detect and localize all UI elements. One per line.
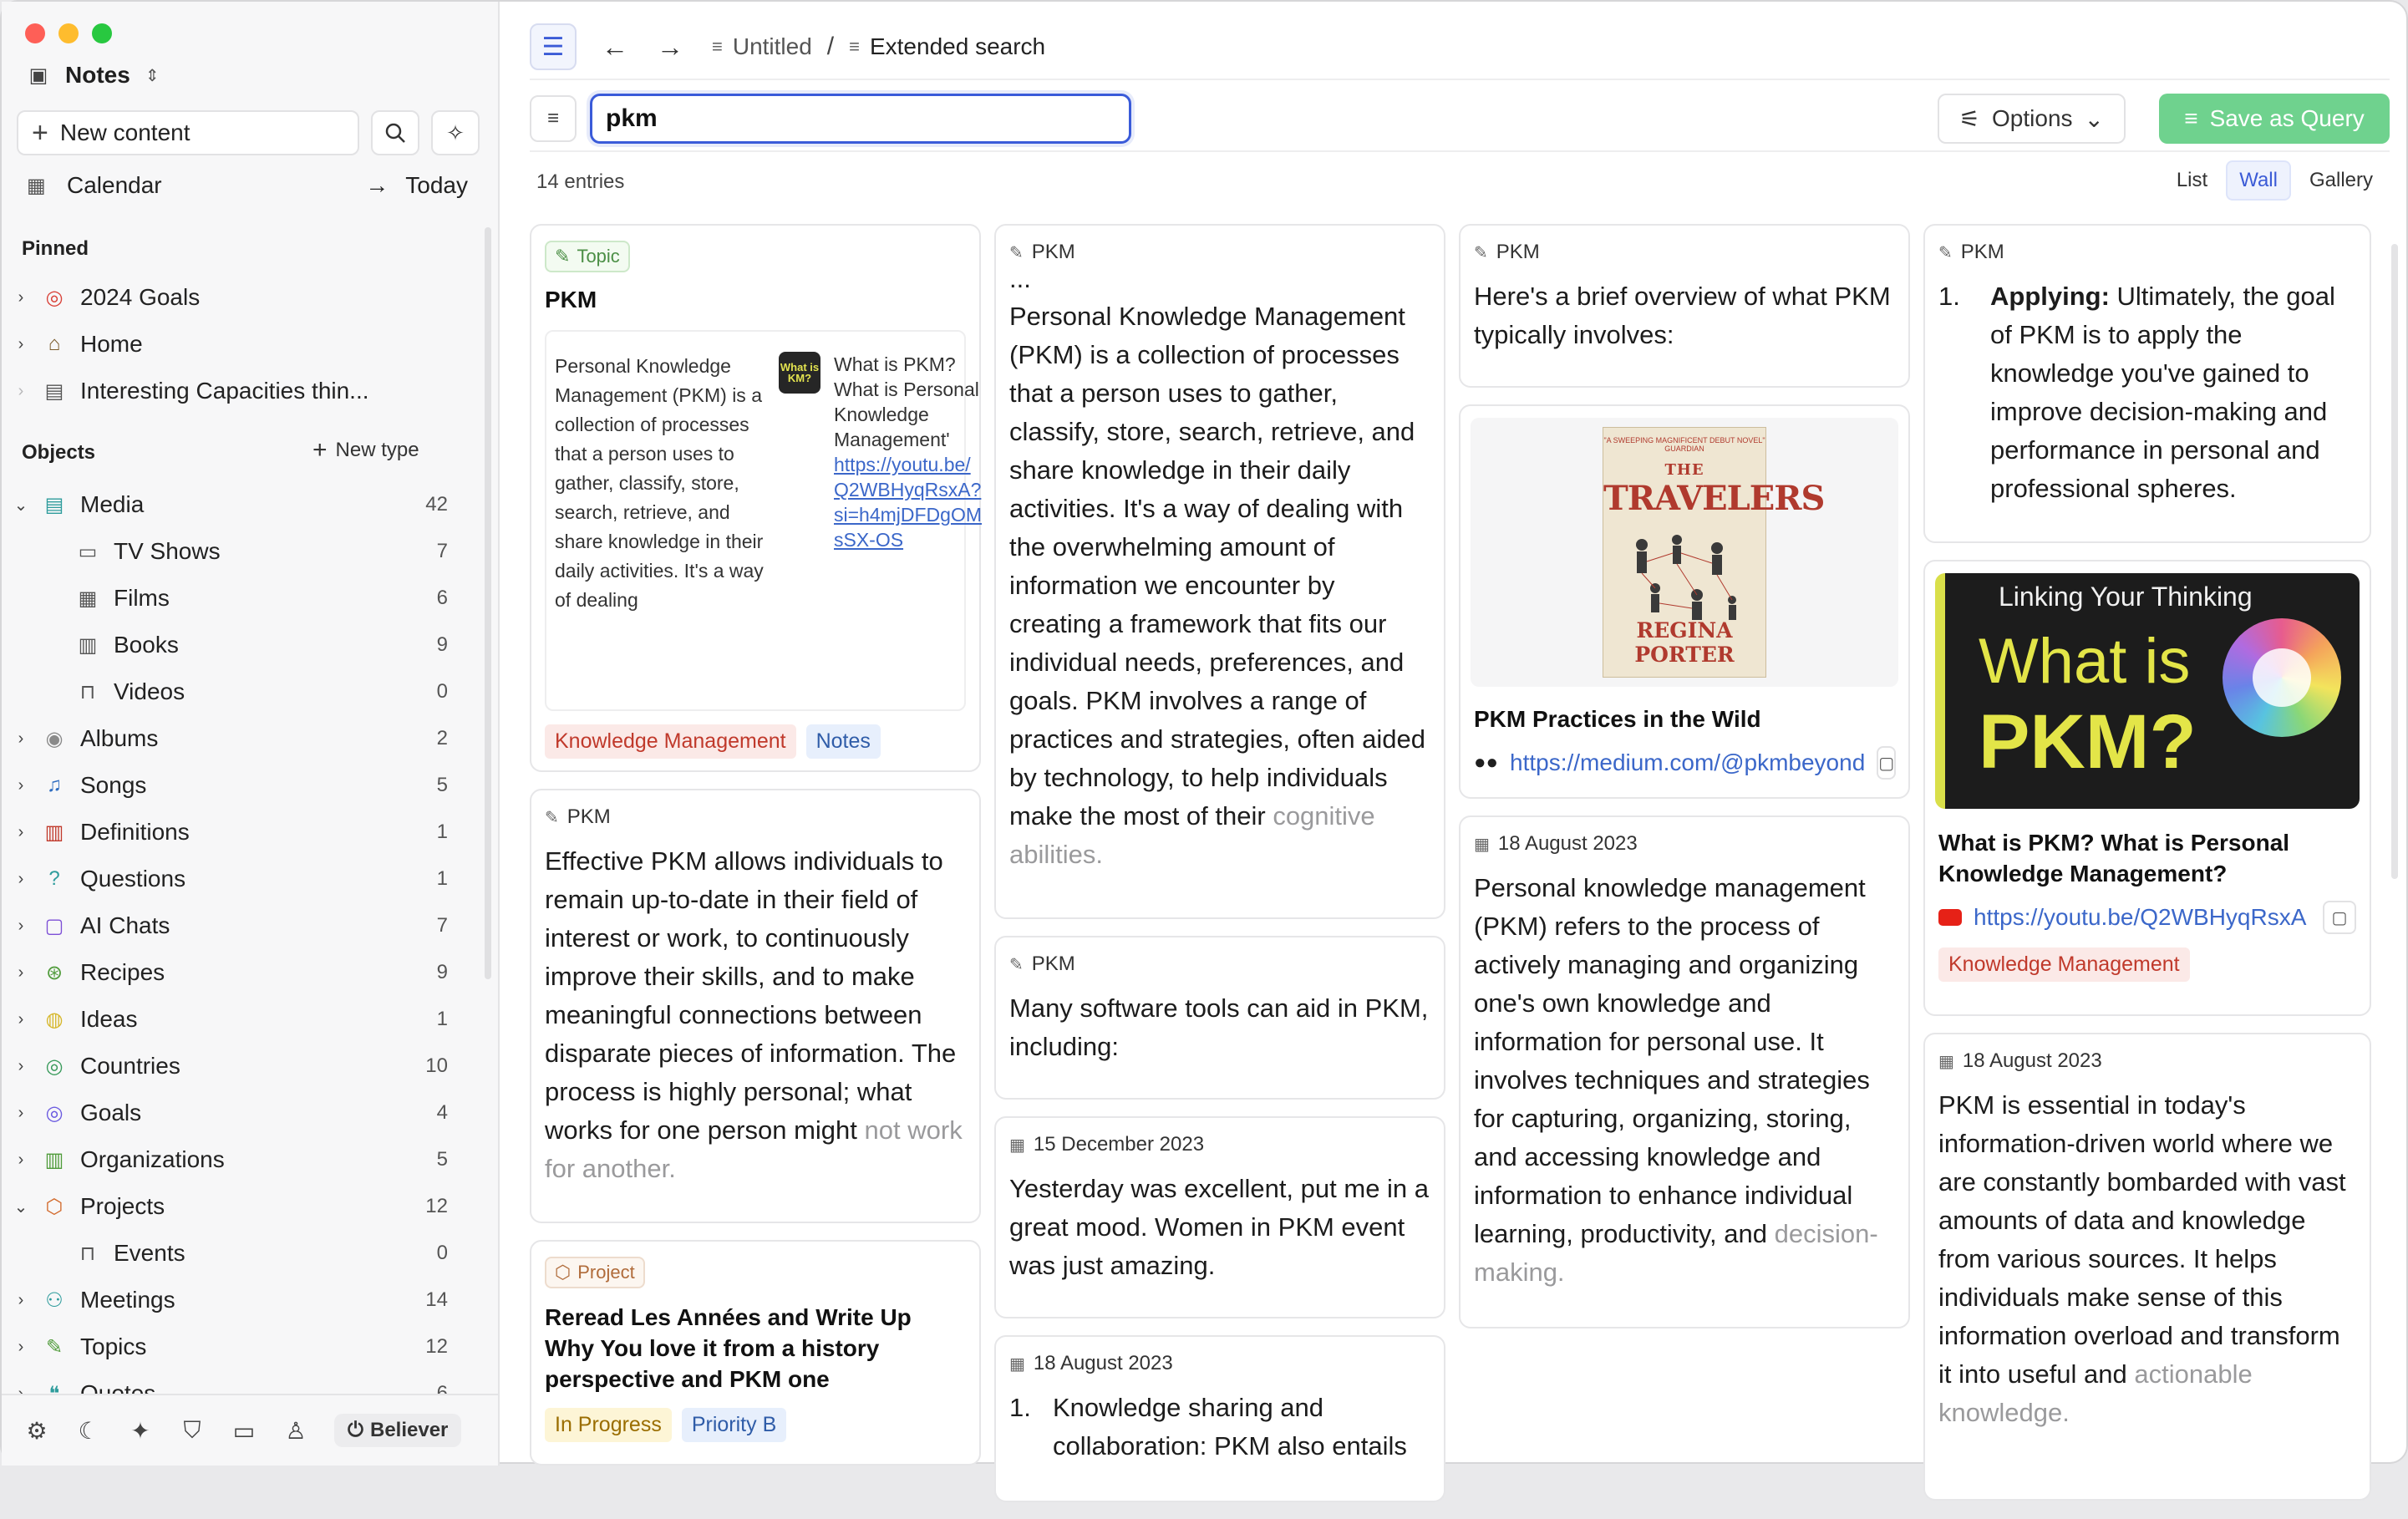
object-type-label: Goals	[80, 1100, 142, 1125]
object-type-count: 9	[436, 961, 448, 983]
clipboard-icon: ▢	[1878, 754, 1895, 773]
window-controls	[25, 23, 112, 43]
calendar-label: Calendar	[67, 172, 162, 198]
calendar-icon: ▦	[1009, 1135, 1025, 1155]
card-title: What is PKM? What is Personal Knowledge Management?	[1938, 830, 2290, 887]
search-bar	[530, 92, 2390, 145]
object-type-item[interactable]	[2, 622, 470, 668]
type-label: Project	[577, 1262, 635, 1283]
tag[interactable]: Knowledge Management	[1938, 947, 2190, 982]
sliders-icon: ⚟	[1958, 105, 1981, 132]
main-scrollbar[interactable]	[2391, 244, 2398, 879]
object-type-count: 9	[436, 633, 448, 656]
pinned-item-label: Home	[80, 331, 143, 357]
breadcrumb-separator: /	[826, 33, 835, 60]
chevron-right-icon[interactable]: ›	[18, 1337, 24, 1356]
chevron-right-icon[interactable]: ›	[18, 381, 24, 400]
notebook-icon: ▣	[28, 64, 48, 87]
video-thumbnail: What is KM?	[779, 352, 820, 394]
entry-card[interactable]	[1923, 1033, 2371, 1501]
entry-card[interactable]	[994, 1335, 1445, 1502]
objects-list	[2, 481, 470, 1417]
target-icon: ◎	[45, 286, 64, 309]
card-title: Reread Les Années and Write Up Why You love it from a history perspective and PKM one	[545, 1304, 912, 1392]
toolbar	[530, 20, 2390, 74]
object-type-label: Books	[114, 632, 179, 658]
chevron-down-icon: ⌄	[2084, 105, 2104, 132]
object-type-label: Films	[114, 585, 170, 611]
card-body-strong: Applying:	[1990, 282, 2110, 311]
edit-icon: ✎	[555, 246, 571, 267]
maximize-window-button[interactable]	[92, 23, 112, 43]
save-as-query-button[interactable]	[2159, 94, 2390, 144]
card-date: 18 August 2023	[1033, 1352, 1173, 1374]
view-tab-gallery[interactable]: Gallery	[2309, 169, 2373, 191]
card-body-text: Personal Knowledge Management (PKM) is a collection of processes that a person uses to gather, classify, store, search, retrieve, and share knowledge in their daily activities. It's a way of dealing with the overwhelming amount of information we encounter by creating a framework that fits our individual needs, preferences, and goals. PKM involves a range of practices and strategies, often aided by technology, to help individuals make the most of their	[1009, 302, 1426, 831]
book-illustration	[1625, 528, 1745, 628]
search-button[interactable]	[371, 110, 419, 155]
object-type-label: Organizations	[80, 1146, 225, 1172]
book-icon: ▥	[78, 633, 98, 657]
chevron-updown-icon: ⇕	[145, 66, 160, 85]
card-body-text: Personal knowledge management (PKM) refers to the process of actively managing and organizing one's own knowledge and information for personal use. It involves techniques and strategies for capturing, organizing, storing, and accessing knowledge and information to enhance individual learning, productivity, and	[1474, 873, 1870, 1248]
chevron-right-icon[interactable]: ›	[18, 1150, 24, 1169]
entry-card[interactable]	[530, 1240, 981, 1466]
list-number: 1.	[1009, 1393, 1031, 1422]
thumbnail-line-2: PKM?	[1979, 699, 2197, 785]
edit-icon: ✎	[545, 808, 559, 827]
card-body	[1938, 1086, 2356, 1432]
power-icon: ⏻	[348, 1419, 363, 1441]
copy-link-button[interactable]	[2323, 901, 2356, 934]
object-type-item[interactable]	[2, 528, 470, 575]
type-badge	[545, 241, 630, 272]
type-row	[1938, 241, 2356, 264]
link-row	[1938, 901, 2356, 934]
medium-icon: ●●	[1474, 751, 1498, 774]
tag-list	[545, 1408, 966, 1442]
date-row	[1938, 1049, 2356, 1073]
card-body-text: Effective PKM allows individuals to remain up-to-date in their field of interest or work, to continuously improve their skills, and to make meaningful connections between disparate pieces of information. The process is highly personal; what works for one person might	[545, 846, 957, 1145]
entry-card[interactable]	[1459, 404, 1910, 799]
object-type-item[interactable]	[2, 1183, 470, 1230]
card-title: PKM Practices in the Wild	[1474, 706, 1761, 732]
wall-column	[1459, 224, 1910, 1345]
people-icon: ⚇	[45, 1288, 64, 1312]
date-row	[1474, 832, 1895, 856]
link-row	[1474, 746, 1895, 780]
view-switcher	[2165, 160, 2385, 201]
edit-icon: ✎	[45, 1335, 64, 1359]
card-body-text: Knowledge sharing and collaboration: PKM also entails	[1053, 1393, 1407, 1461]
pinned-heading: Pinned	[22, 237, 89, 260]
box-icon: ⬡	[555, 1262, 572, 1283]
object-type-label: Events	[114, 1240, 185, 1266]
object-type-item[interactable]	[2, 1230, 470, 1277]
tag-list	[545, 724, 966, 759]
options-label: Options	[1992, 105, 2073, 131]
type-row	[1009, 241, 1430, 264]
object-type-label: Projects	[80, 1193, 165, 1219]
entry-card[interactable]	[530, 789, 981, 1223]
chevron-right-icon[interactable]: ›	[18, 963, 24, 982]
query-icon: ≡	[2184, 105, 2198, 131]
object-type-count: 6	[436, 587, 448, 609]
priority-tag[interactable]: Priority B	[682, 1408, 786, 1442]
type-badge	[545, 1257, 645, 1288]
preview-text: Personal Knowledge Management (PKM) is a collection of processes that a person uses to gather, classify, store, search, retrieve, and share knowledge in their daily activities. It's a way of dealing	[555, 355, 764, 611]
chevron-right-icon[interactable]: ›	[18, 775, 24, 795]
object-type-item[interactable]	[2, 856, 470, 902]
sparkle-icon: ✧	[446, 119, 465, 145]
object-type-item[interactable]	[2, 668, 470, 715]
breadcrumb-label: Extended search	[869, 33, 1046, 59]
object-type-label: AI Chats	[80, 912, 170, 938]
object-type-count: 14	[425, 1288, 448, 1311]
object-type-item[interactable]	[2, 575, 470, 622]
book-cover-title	[1603, 461, 1825, 518]
chevron-right-icon[interactable]: ›	[18, 287, 24, 307]
book-cover-image	[1603, 427, 1825, 678]
video-thumbnail	[1935, 573, 2360, 809]
house-icon: ⌂	[48, 333, 61, 355]
sidebar-scrollbar[interactable]	[485, 227, 491, 979]
object-type-label: TV Shows	[114, 538, 221, 564]
toggle-sidebar-button[interactable]	[530, 23, 577, 70]
forward-arrow-icon[interactable]: →	[657, 31, 683, 62]
card-body	[545, 842, 966, 1188]
card-body-text: PKM is essential in today's information-driven world where we are constantly bombarded with vast amounts of data and knowledge from various sources. It helps individuals make sense of this information overload and transform it into useful and	[1938, 1090, 2346, 1389]
document-icon: ▤	[44, 379, 64, 403]
object-type-label: Questions	[80, 866, 186, 892]
lock-icon: ⊓	[79, 680, 96, 704]
object-type-count: 5	[436, 774, 448, 796]
search-filter-icon: ≡	[546, 107, 559, 130]
clipboard-icon: ▢	[2331, 908, 2348, 927]
object-type-count: 42	[425, 493, 448, 516]
plus-icon: +	[32, 117, 48, 149]
object-type-item[interactable]	[2, 715, 470, 762]
object-type-label: Recipes	[80, 959, 165, 985]
card-link[interactable]: https://medium.com/@pkmbeyond	[1510, 749, 1866, 775]
book-cover-title-text: TRAVELERS	[1603, 479, 1825, 518]
tv-icon: ▭	[78, 540, 98, 563]
media-icon: ▤	[44, 493, 64, 516]
card-link[interactable]: https://youtu.be/Q2WBHyqRsxA	[1974, 904, 2307, 930]
search-list-icon: ≡	[712, 36, 723, 57]
object-type-label: Media	[80, 491, 145, 517]
new-content-label: New content	[59, 119, 191, 145]
tag-list	[1938, 947, 2356, 982]
card-body-content	[1982, 277, 2356, 508]
pinned-item-label: 2024 Goals	[80, 284, 201, 310]
object-type-count: 7	[436, 914, 448, 937]
list-icon: ☰	[541, 33, 565, 61]
search-input[interactable]: pkm	[590, 94, 1131, 144]
date-row	[1009, 1133, 1430, 1156]
pinned-item-label: Interesting Capacities thin...	[80, 378, 369, 404]
entry-card[interactable]	[994, 936, 1445, 1100]
arrow-right-icon: →	[365, 172, 389, 198]
object-type-count: 1	[436, 1008, 448, 1030]
chevron-right-icon[interactable]: ›	[18, 1009, 24, 1029]
goal-icon: ◎	[45, 1101, 64, 1125]
today-label: Today	[405, 172, 468, 198]
filter-button[interactable]	[530, 95, 577, 142]
object-type-count: 4	[436, 1101, 448, 1124]
card-body	[1938, 277, 2356, 508]
type-label: PKM	[1496, 241, 1540, 263]
workspace-name: Notes	[65, 62, 130, 88]
pinned-item[interactable]	[2, 368, 470, 414]
object-type-label: Meetings	[80, 1287, 175, 1313]
embedded-preview	[545, 330, 983, 711]
object-type-item[interactable]	[2, 902, 470, 949]
music-icon: ♫	[47, 774, 62, 796]
wall-column	[994, 224, 1445, 1519]
inbox-icon[interactable]: ▭	[232, 1417, 256, 1444]
card-body	[1009, 297, 1430, 874]
entry-card[interactable]	[1459, 815, 1910, 1328]
workspace-switcher[interactable]	[27, 62, 160, 89]
chevron-right-icon[interactable]: ›	[18, 869, 24, 888]
graduation-cap-icon[interactable]: ⛉	[183, 1416, 201, 1443]
type-label: Topic	[577, 246, 620, 267]
divider	[530, 79, 2390, 80]
book-cover-the: THE	[1664, 461, 1704, 479]
pinned-list	[2, 274, 470, 414]
entry-card[interactable]	[530, 224, 981, 772]
user-badge[interactable]	[334, 1414, 461, 1447]
chevron-right-icon[interactable]: ›	[18, 729, 24, 748]
entry-card[interactable]	[1923, 224, 2371, 543]
close-window-button[interactable]	[25, 23, 45, 43]
today-link[interactable]	[365, 172, 468, 199]
object-type-item[interactable]	[2, 762, 470, 809]
card-body-fade: actionable knowledge.	[1938, 1359, 2253, 1427]
object-type-count: 0	[436, 1242, 448, 1264]
wall-column	[530, 224, 981, 1482]
ai-assist-button[interactable]	[431, 110, 480, 155]
object-type-item[interactable]	[2, 1090, 470, 1136]
user-icon[interactable]: ♙	[285, 1417, 307, 1444]
box-icon: ⬡	[45, 1195, 64, 1218]
wall-column	[1923, 224, 2371, 1517]
object-type-label: Songs	[80, 772, 147, 798]
card-date: 15 December 2023	[1033, 1133, 1205, 1156]
object-type-item[interactable]	[2, 1323, 470, 1370]
thumbnail-line-1: What is	[1979, 626, 2191, 697]
card-date: 18 August 2023	[1962, 1049, 2102, 1072]
breadcrumb-untitled[interactable]	[712, 33, 812, 60]
card-body: Many software tools can aid in PKM, including:	[1009, 993, 1429, 1061]
edit-icon: ✎	[1474, 243, 1488, 262]
entry-card[interactable]	[1459, 224, 1910, 388]
calendar-icon: ▦	[27, 174, 46, 197]
book-cover-area	[1471, 418, 1898, 687]
plus-icon: +	[312, 436, 328, 464]
breadcrumb-extended-search[interactable]	[849, 33, 1045, 60]
color-wheel-graphic	[2223, 618, 2341, 737]
question-icon: ?	[48, 867, 60, 890]
object-type-item[interactable]	[2, 1136, 470, 1183]
object-type-count: 12	[425, 1335, 448, 1358]
object-type-item[interactable]	[2, 809, 470, 856]
user-badge-label: Believer	[369, 1419, 449, 1441]
type-label: PKM	[1031, 953, 1075, 975]
thumbnail-channel: Linking Your Thinking	[1999, 582, 2253, 612]
card-body: Here's a brief overview of what PKM typically involves:	[1474, 282, 1891, 349]
chevron-down-icon[interactable]: ⌄	[13, 1197, 28, 1217]
calendar-icon: ▦	[1474, 835, 1490, 854]
chevron-right-icon[interactable]: ›	[18, 822, 24, 841]
lock-icon: ⊓	[79, 1242, 96, 1265]
new-type-button[interactable]	[312, 438, 419, 463]
object-type-label: Definitions	[80, 819, 190, 845]
card-body	[1474, 869, 1895, 1292]
card-body-fade: decision-making.	[1474, 1219, 1878, 1287]
chevron-right-icon[interactable]: ›	[18, 1103, 24, 1122]
card-body	[1009, 1389, 1430, 1466]
chat-icon: ▢	[44, 914, 64, 937]
edit-icon: ✎	[1009, 955, 1024, 974]
preview-title: What is PKM? What is Personal Knowledge Management'	[834, 353, 979, 450]
pinned-item[interactable]	[2, 274, 470, 321]
youtube-icon	[1938, 909, 1962, 926]
chevron-right-icon[interactable]: ›	[18, 1290, 24, 1309]
copy-link-button[interactable]	[1877, 746, 1896, 780]
divider	[530, 150, 2390, 152]
type-row	[1474, 241, 1895, 264]
settings-icon[interactable]: ⚙	[26, 1417, 48, 1444]
object-type-label: Albums	[80, 725, 159, 751]
recipe-icon: ⊛	[45, 961, 64, 984]
globe-icon: ◎	[45, 1054, 64, 1078]
calendar-icon: ▦	[1938, 1052, 1954, 1071]
object-type-count: 2	[436, 727, 448, 749]
card-lead: ...	[1009, 264, 1031, 293]
object-type-label: Ideas	[80, 1006, 138, 1032]
moon-icon[interactable]: ☾	[78, 1417, 99, 1444]
calendar-icon: ▦	[1009, 1354, 1025, 1374]
tag[interactable]: Notes	[806, 724, 881, 759]
book-blurb: "A SWEEPING MAGNIFICENT DEBUT NOVEL" GUARDIAN	[1603, 436, 1765, 453]
card-body-text: Ultimately, the goal of PKM is to apply the knowledge you've gained to improve decision-making and performance in personal and professional spheres.	[1990, 282, 2335, 503]
object-type-item[interactable]	[2, 949, 470, 996]
entry-card[interactable]	[994, 1116, 1445, 1318]
object-type-count: 5	[436, 1148, 448, 1171]
sidebar-footer	[2, 1394, 498, 1466]
entries-count: 14 entries	[536, 170, 625, 193]
type-row	[1009, 953, 1430, 976]
search-list-icon: ≡	[849, 36, 860, 57]
status-tag[interactable]: In Progress	[545, 1408, 672, 1442]
sparkle-icon[interactable]: ✦	[130, 1417, 150, 1444]
back-arrow-icon[interactable]: ←	[602, 31, 628, 62]
new-type-label: New type	[335, 439, 419, 461]
object-type-item[interactable]	[2, 1043, 470, 1090]
preview-link[interactable]: https://youtu.be/Q2WBHyqRsxA?si=h4mjDFDgOMsSX-OS	[834, 454, 983, 551]
object-type-count: 12	[425, 1195, 448, 1217]
object-type-count: 1	[436, 867, 448, 890]
definition-icon: ▥	[44, 820, 64, 844]
object-type-count: 10	[425, 1054, 448, 1077]
options-button[interactable]	[1938, 94, 2126, 144]
entry-card[interactable]	[994, 224, 1445, 919]
object-type-count: 0	[436, 680, 448, 703]
edit-icon: ✎	[1938, 243, 1953, 262]
card-body-fade: cognitive abilities.	[1009, 801, 1375, 869]
object-type-item[interactable]	[2, 1277, 470, 1323]
minimize-window-button[interactable]	[58, 23, 79, 43]
main-content	[513, 2, 2406, 1466]
building-icon: ▥	[44, 1148, 64, 1171]
object-type-label: Videos	[114, 678, 185, 704]
view-tab-wall[interactable]: Wall	[2226, 160, 2291, 201]
chevron-right-icon[interactable]: ›	[18, 916, 24, 935]
album-icon: ◉	[45, 727, 64, 750]
object-type-count: 7	[436, 540, 448, 562]
chevron-right-icon[interactable]: ›	[18, 1056, 24, 1075]
card-title: PKM	[545, 287, 597, 312]
object-type-label: Topics	[80, 1334, 147, 1359]
pinned-item[interactable]	[2, 321, 470, 368]
type-label: PKM	[1960, 241, 2004, 263]
object-type-item[interactable]	[2, 481, 470, 528]
new-content-button[interactable]	[17, 110, 359, 155]
calendar-item[interactable]	[27, 172, 468, 199]
card-body: Yesterday was excellent, put me in a great mood. Women in PKM event was just amazing.	[1009, 1174, 1430, 1280]
type-label: PKM	[566, 805, 611, 828]
date-row	[1009, 1352, 1430, 1375]
chevron-right-icon[interactable]: ›	[18, 334, 24, 353]
edit-icon: ✎	[1009, 243, 1024, 262]
book-author: REGINA PORTER	[1634, 618, 1735, 667]
search-icon	[384, 122, 406, 144]
objects-heading: Objects	[22, 441, 96, 464]
list-number: 1.	[1938, 282, 1960, 311]
save-as-query-label: Save as Query	[2209, 105, 2365, 131]
object-type-label: Countries	[80, 1053, 180, 1079]
preview-side	[834, 352, 984, 552]
film-icon: ▦	[78, 587, 98, 610]
breadcrumb-label: Untitled	[732, 33, 812, 59]
type-row	[545, 805, 966, 829]
view-tab-list[interactable]: List	[2176, 169, 2208, 191]
sidebar	[2, 2, 500, 1466]
object-type-count: 1	[436, 820, 448, 843]
type-label: PKM	[1031, 241, 1075, 263]
card-body-fade: not work for another.	[545, 1115, 963, 1183]
card-date: 18 August 2023	[1497, 832, 1638, 855]
entry-card[interactable]	[1923, 560, 2371, 1016]
chevron-down-icon[interactable]: ⌄	[13, 495, 28, 515]
tag[interactable]: Knowledge Management	[545, 724, 796, 759]
bulb-icon: ◍	[45, 1008, 64, 1031]
object-type-item[interactable]	[2, 996, 470, 1043]
